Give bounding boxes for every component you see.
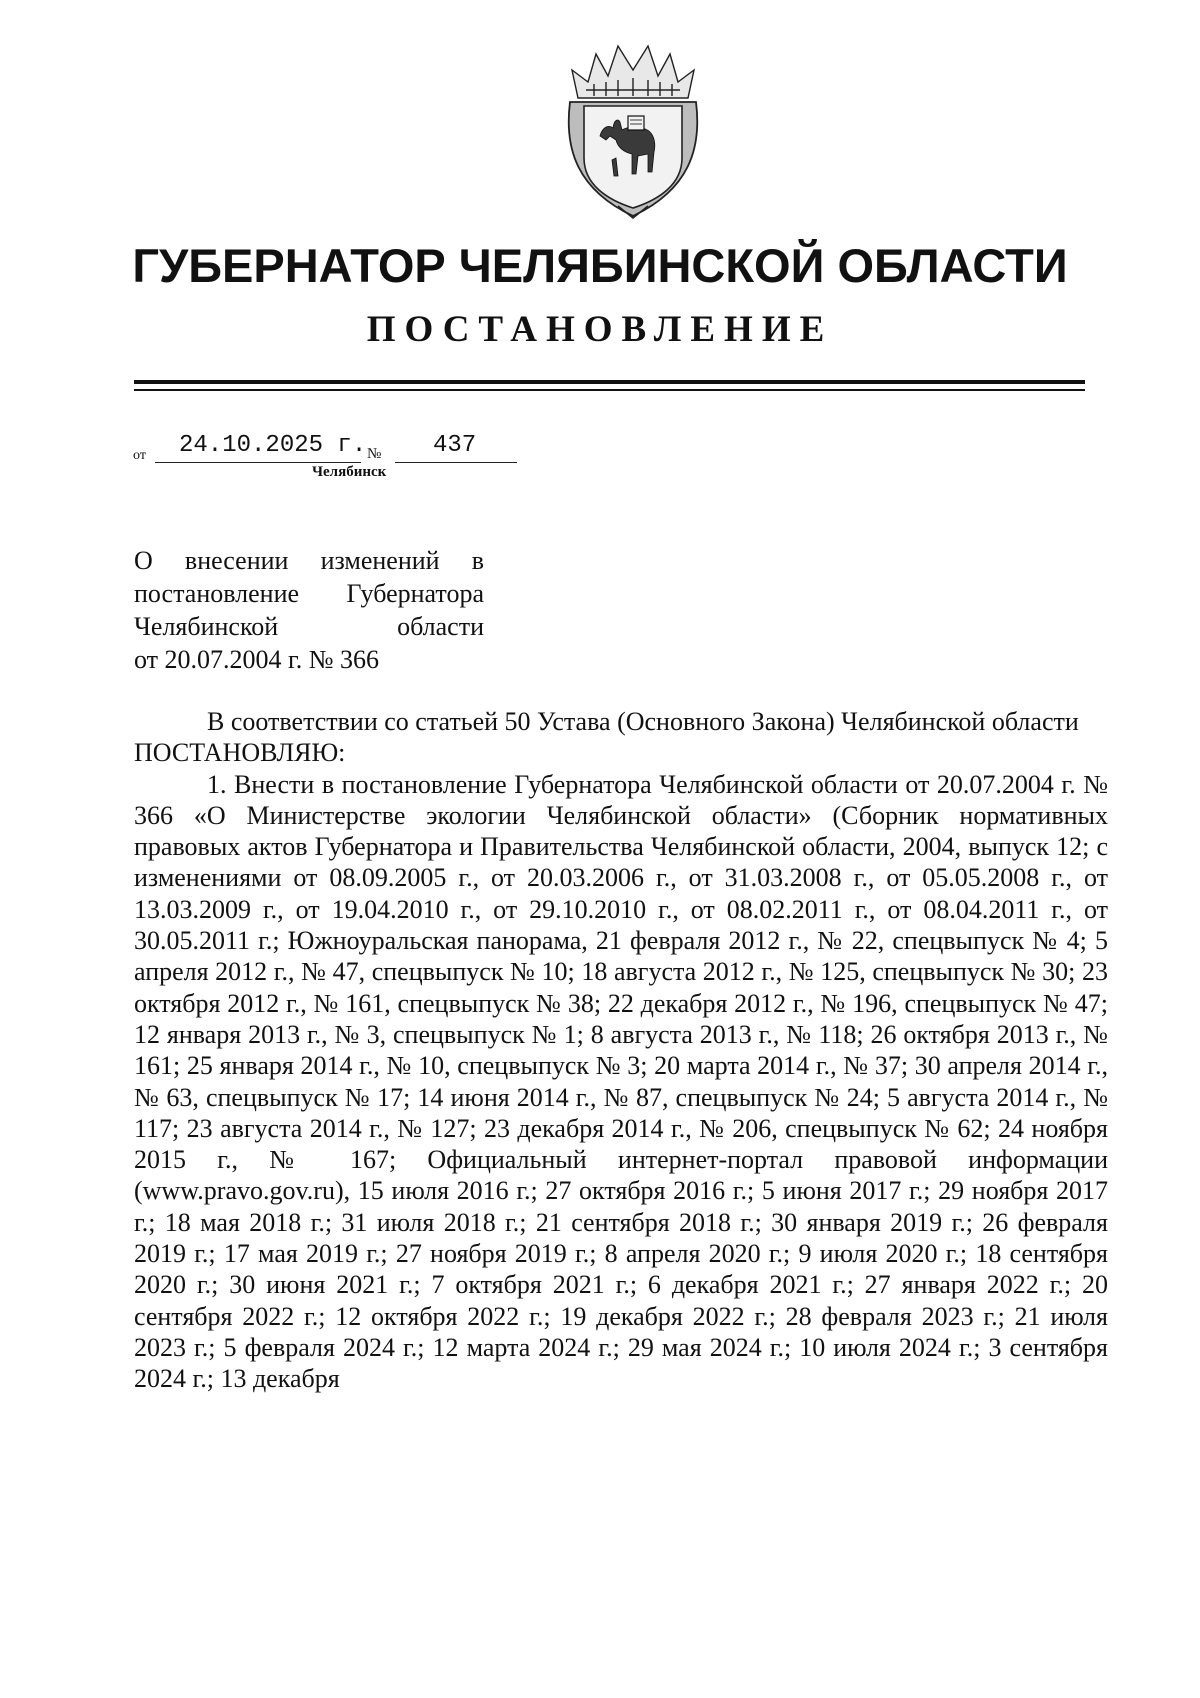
date-underline [155, 462, 361, 463]
date-label: от [133, 448, 146, 463]
header-rule-thin [134, 389, 1085, 391]
document-meta [133, 432, 573, 462]
subject-line: постановление Губернатора [134, 579, 484, 608]
header-rule-thick [134, 380, 1085, 384]
number-underline [395, 462, 517, 463]
subject-line: Челябинской области [134, 612, 484, 641]
document-body [134, 706, 1108, 1395]
organization-title: ГУБЕРНАТОР ЧЕЛЯБИНСКОЙ ОБЛАСТИ [132, 239, 1068, 292]
city-name: Челябинск [312, 464, 387, 480]
crown-icon [572, 46, 694, 98]
number-label: № [367, 446, 382, 462]
preamble-paragraph: В соответствии со статьей 50 Устава (Основного Закона) Челябинской области [207, 707, 1079, 736]
date-value: 24.10.2025 г. [179, 432, 367, 459]
subject-line: от 20.07.2004 г. № 366 [134, 645, 380, 674]
decree-word: ПОСТАНОВЛЯЮ: [134, 738, 346, 768]
coat-of-arms-emblem [558, 40, 708, 220]
item-1-paragraph: 1. Внести в постановление Губернатора Челябинской области от 20.07.2004 г. № 366 «О Министерстве экологии Челябинской области» (Сборник нормативных правовых актов Губернатора и Правительства Челябинской области, 2004, выпуск 12; с изменениями от 08.09.2005 г., от 20.03.2006 г., от 31.03.2008 г., от 05.05.2008 г., от 13.03.2009 г., от 19.04.2010 г., от 29.10.2010 г., от 08.02.2011 г., от 08.04.2011 г., от 30.05.2011 г.; Южноуральская панорама, 21 февраля 2012 г., № 22, спецвыпуск № 4; 5 апреля 2012 г., № 47, спецвыпуск № 10; 18 августа 2012 г., № 125, спецвыпуск № 30; 23 октября 2012 г., № 161, спецвыпуск № 38; 22 декабря 2012 г., № 196, спецвыпуск № 47; 12 января 2013 г., № 3, спецвыпуск № 1; 8 августа 2013 г., № 118; 26 октября 2013 г., № 161; 25 января 2014 г., № 10, спецвыпуск № 3; 20 марта 2014 г., № 37; 30 апреля 2014 г., № 63, спецвыпуск № 17; 14 июня 2014 г., № 87, спецвыпуск № 24; 5 августа 2014 г., № 117; 23 августа 2014 г., № 127; 23 декабря 2014 г., № 206, спецвыпуск № 62; 24 ноября 2015 г., № 167; Официальный интернет-портал правовой информации (www.pravo.gov.ru), 15 июля 2016 г.; 27 октября 2016 г.; 5 июня 2017 г.; 29 ноября 2017 г.; 18 мая 2018 г.; 31 июля 2018 г.; 21 сентября 2018 г.; 30 января 2019 г.; 26 февраля 2019 г.; 17 мая 2019 г.; 27 ноября 2019 г.; 8 апреля 2020 г.; 9 июля 2020 г.; 18 сентября 2020 г.; 30 июня 2021 г.; 7 октября 2021 г.; 6 декабря 2021 г.; 27 января 2022 г.; 20 сентября 2022 г.; 12 октября 2022 г.; 19 декабря 2022 г.; 28 февраля 2023 г.; 21 июля 2023 г.; 5 февраля 2024 г.; 12 марта 2024 г.; 29 мая 2024 г.; 10 июля 2024 г.; 3 сентября 2024 г.; 13 декабря [134, 769, 1108, 1394]
subject-line: О внесении изменений в [134, 546, 484, 575]
document-subject [134, 544, 484, 676]
document-type-title: ПОСТАНОВЛЕНИЕ [366, 309, 834, 350]
number-value: 437 [433, 432, 477, 459]
